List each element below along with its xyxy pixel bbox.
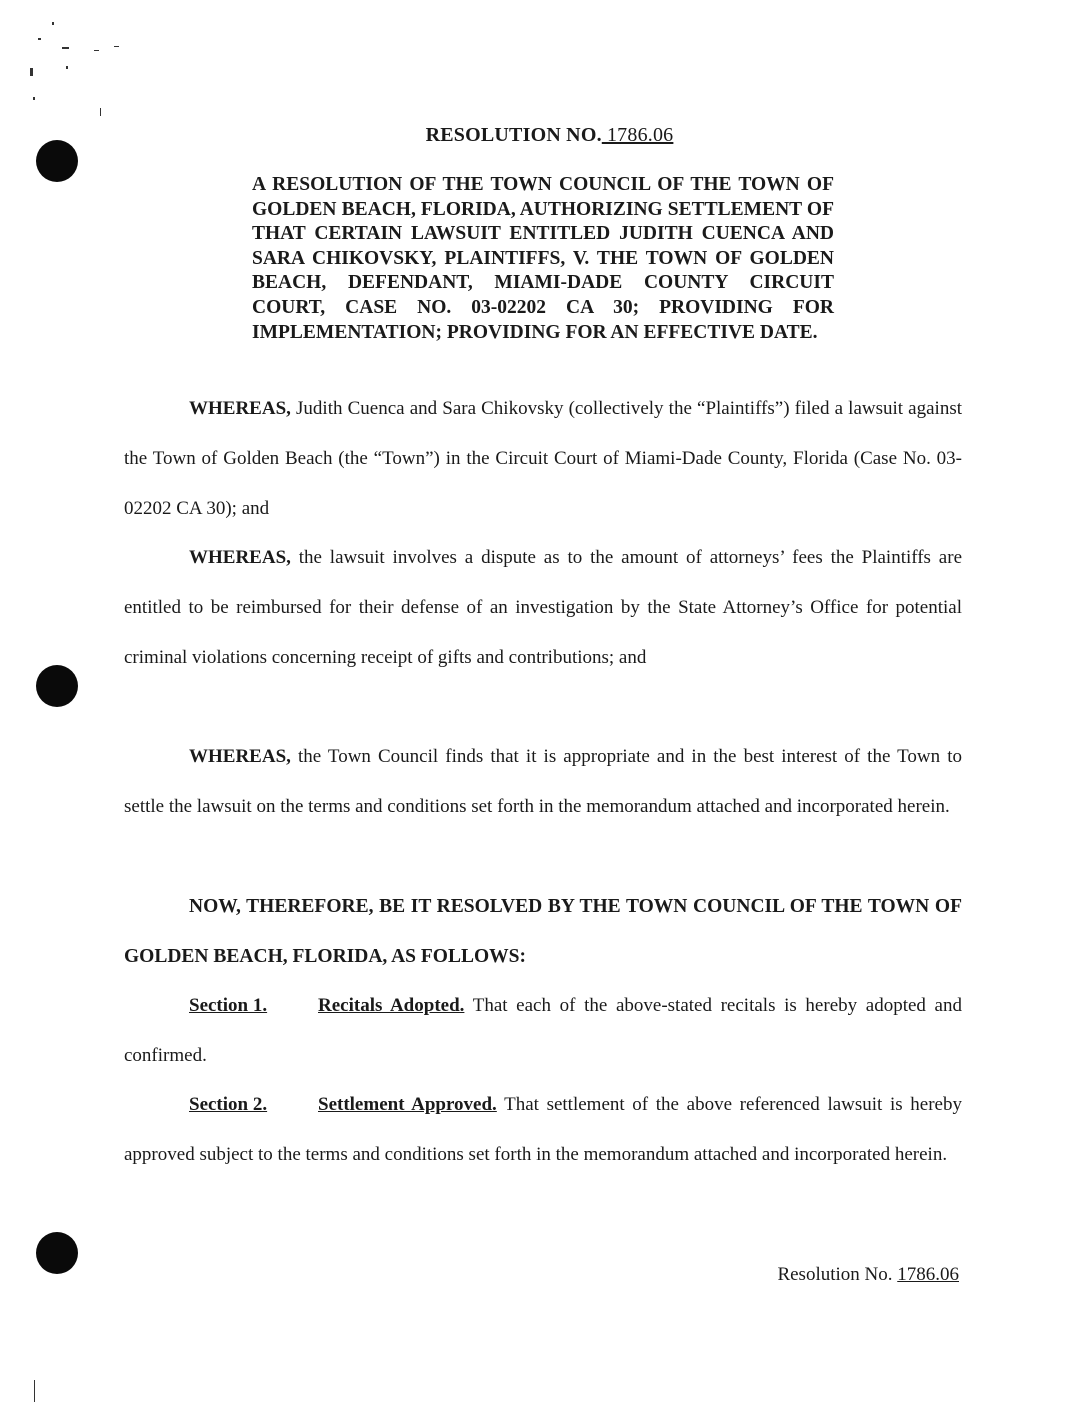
whereas-paragraph-2	[124, 533, 962, 683]
scan-speck	[30, 68, 33, 76]
whereas-text: the lawsuit involves a dispute as to the amount of attorneys’ fees the Plaintiffs are entitled to be reimbursed for their defense of an investigation by the State Attorney’s Office for potential criminal violations concerning receipt of gifts and contributions; and	[124, 547, 962, 668]
whereas-text: Judith Cuenca and Sara Chikovsky (collectively the “Plaintiffs”) filed a lawsuit against the Town of Golden Beach (the “Town”) in the Circuit Court of Miami-Dade County, Florida (Case No. 03-02202 CA 30); and	[124, 398, 962, 519]
resolution-caption: A RESOLUTION OF THE TOWN COUNCIL OF THE TOWN OF GOLDEN BEACH, FLORIDA, AUTHORIZING SETTLEMENT OF THAT CERTAIN LAWSUIT ENTITLED JUDITH CUENCA AND SARA CHIKOVSKY, PLAINTIFFS, V. THE TOWN OF GOLDEN BEACH, DEFENDANT, MIAMI-DADE COUNTY CIRCUIT COURT, CASE NO. 03-02202 CA 30; PROVIDING FOR IMPLEMENTATION; PROVIDING FOR AN EFFECTIVE DATE.	[252, 174, 834, 343]
whereas-lead: WHEREAS,	[189, 746, 291, 767]
resolved-text: NOW, THEREFORE, BE IT RESOLVED BY THE TOWN COUNCIL OF THE TOWN OF GOLDEN BEACH, FLORIDA, AS FOLLOWS:	[124, 896, 962, 967]
scan-speck	[33, 97, 35, 100]
section-1	[124, 981, 962, 1081]
scan-speck	[94, 50, 99, 51]
whereas-text: the Town Council finds that it is appropriate and in the best interest of the Town to settle the lawsuit on the terms and conditions set forth in the memorandum attached and incorporated herein.	[124, 746, 962, 817]
scan-speck	[114, 46, 119, 47]
footer-resolution-number: 1786.06	[897, 1264, 959, 1285]
section-text: That each of the above-stated recitals is hereby adopted and confirmed.	[124, 995, 962, 1066]
scan-speck	[100, 108, 101, 116]
punch-hole-middle	[36, 665, 78, 707]
scan-speck	[52, 22, 54, 25]
scan-speck	[62, 47, 69, 49]
page-footer	[777, 1264, 959, 1286]
whereas-paragraph-3	[124, 732, 962, 832]
section-number: Section 2.	[189, 1094, 268, 1115]
punch-hole-bottom	[36, 1232, 78, 1274]
section-heading: Recitals Adopted.	[318, 995, 465, 1016]
scan-speck	[66, 66, 68, 69]
resolution-number: 1786.06	[601, 124, 674, 146]
resolution-title-label: RESOLUTION NO.	[425, 124, 602, 146]
resolution-title	[0, 124, 1089, 147]
footer-label: Resolution No.	[777, 1264, 898, 1285]
section-2	[124, 1080, 962, 1180]
whereas-lead: WHEREAS,	[189, 547, 291, 568]
section-heading: Settlement Approved.	[318, 1094, 497, 1115]
scan-speck	[34, 1380, 35, 1402]
resolved-clause	[124, 882, 962, 982]
section-number: Section 1.	[189, 995, 268, 1016]
section-text: That settlement of the above referenced lawsuit is hereby approved subject to the terms and conditions set forth in the memorandum attached and incorporated herein.	[124, 1094, 962, 1165]
whereas-lead: WHEREAS,	[189, 398, 291, 419]
scan-speck	[38, 38, 41, 40]
whereas-paragraph-1	[124, 384, 962, 534]
